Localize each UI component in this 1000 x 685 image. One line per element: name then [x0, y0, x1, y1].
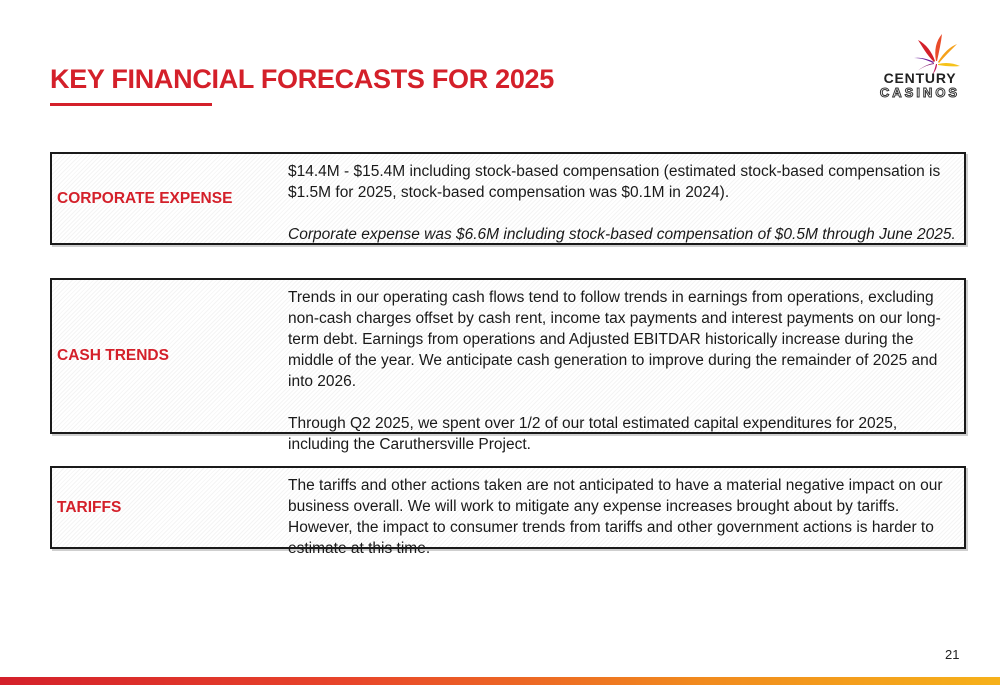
section-paragraph-italic: Corporate expense was $6.6M including stock-based compensation of $0.5M through June 2025. — [288, 226, 956, 243]
title-underline — [50, 103, 212, 106]
section-text — [288, 161, 958, 245]
bottom-gradient-bar — [0, 677, 1000, 685]
section-paragraph: Trends in our operating cash flows tend to follow trends in earnings from operations, excluding non-cash charges offset by cash rent, income tax payments and interest payments on our long-term debt. Earnings from operations and Adjusted EBITDAR historically increase during the middle of the year. We anticipate cash generation to improve during the remainder of 2025 and into 2026. — [288, 289, 941, 390]
cash-trends-box — [50, 278, 966, 453]
section-label: CORPORATE EXPENSE — [57, 189, 233, 207]
section-text — [288, 475, 958, 559]
corporate-expense-box — [50, 152, 966, 245]
page-title: KEY FINANCIAL FORECASTS FOR 2025 — [50, 64, 554, 94]
logo-wordmark-century: CENTURY — [883, 70, 957, 86]
section-paragraph: $14.4M - $15.4M including stock-based compensation (estimated stock-based compensation is $1.5M for 2025, stock-based compensation was $0.1M in 2024). — [288, 163, 941, 201]
section-paragraph: Through Q2 2025, we spent over 1/2 of our total estimated capital expenditures for 2025, including the Caruthersville Project. — [288, 415, 898, 453]
section-paragraph: The tariffs and other actions taken are not anticipated to have a material negative impact on our business overall. We will work to mitigate any expense increases brought about by tariffs. However, the impact to consumer trends from tariffs and other government actions is harder to estimate at this time. — [288, 477, 943, 557]
tariffs-box — [50, 466, 966, 557]
section-label: CASH TRENDS — [57, 347, 169, 364]
section-label: TARIFFS — [57, 498, 122, 516]
logo-wordmark-casinos: CASINOS — [879, 85, 961, 100]
section-text — [288, 287, 958, 455]
century-casinos-logo — [868, 32, 972, 102]
page-number: 21 — [945, 647, 960, 662]
